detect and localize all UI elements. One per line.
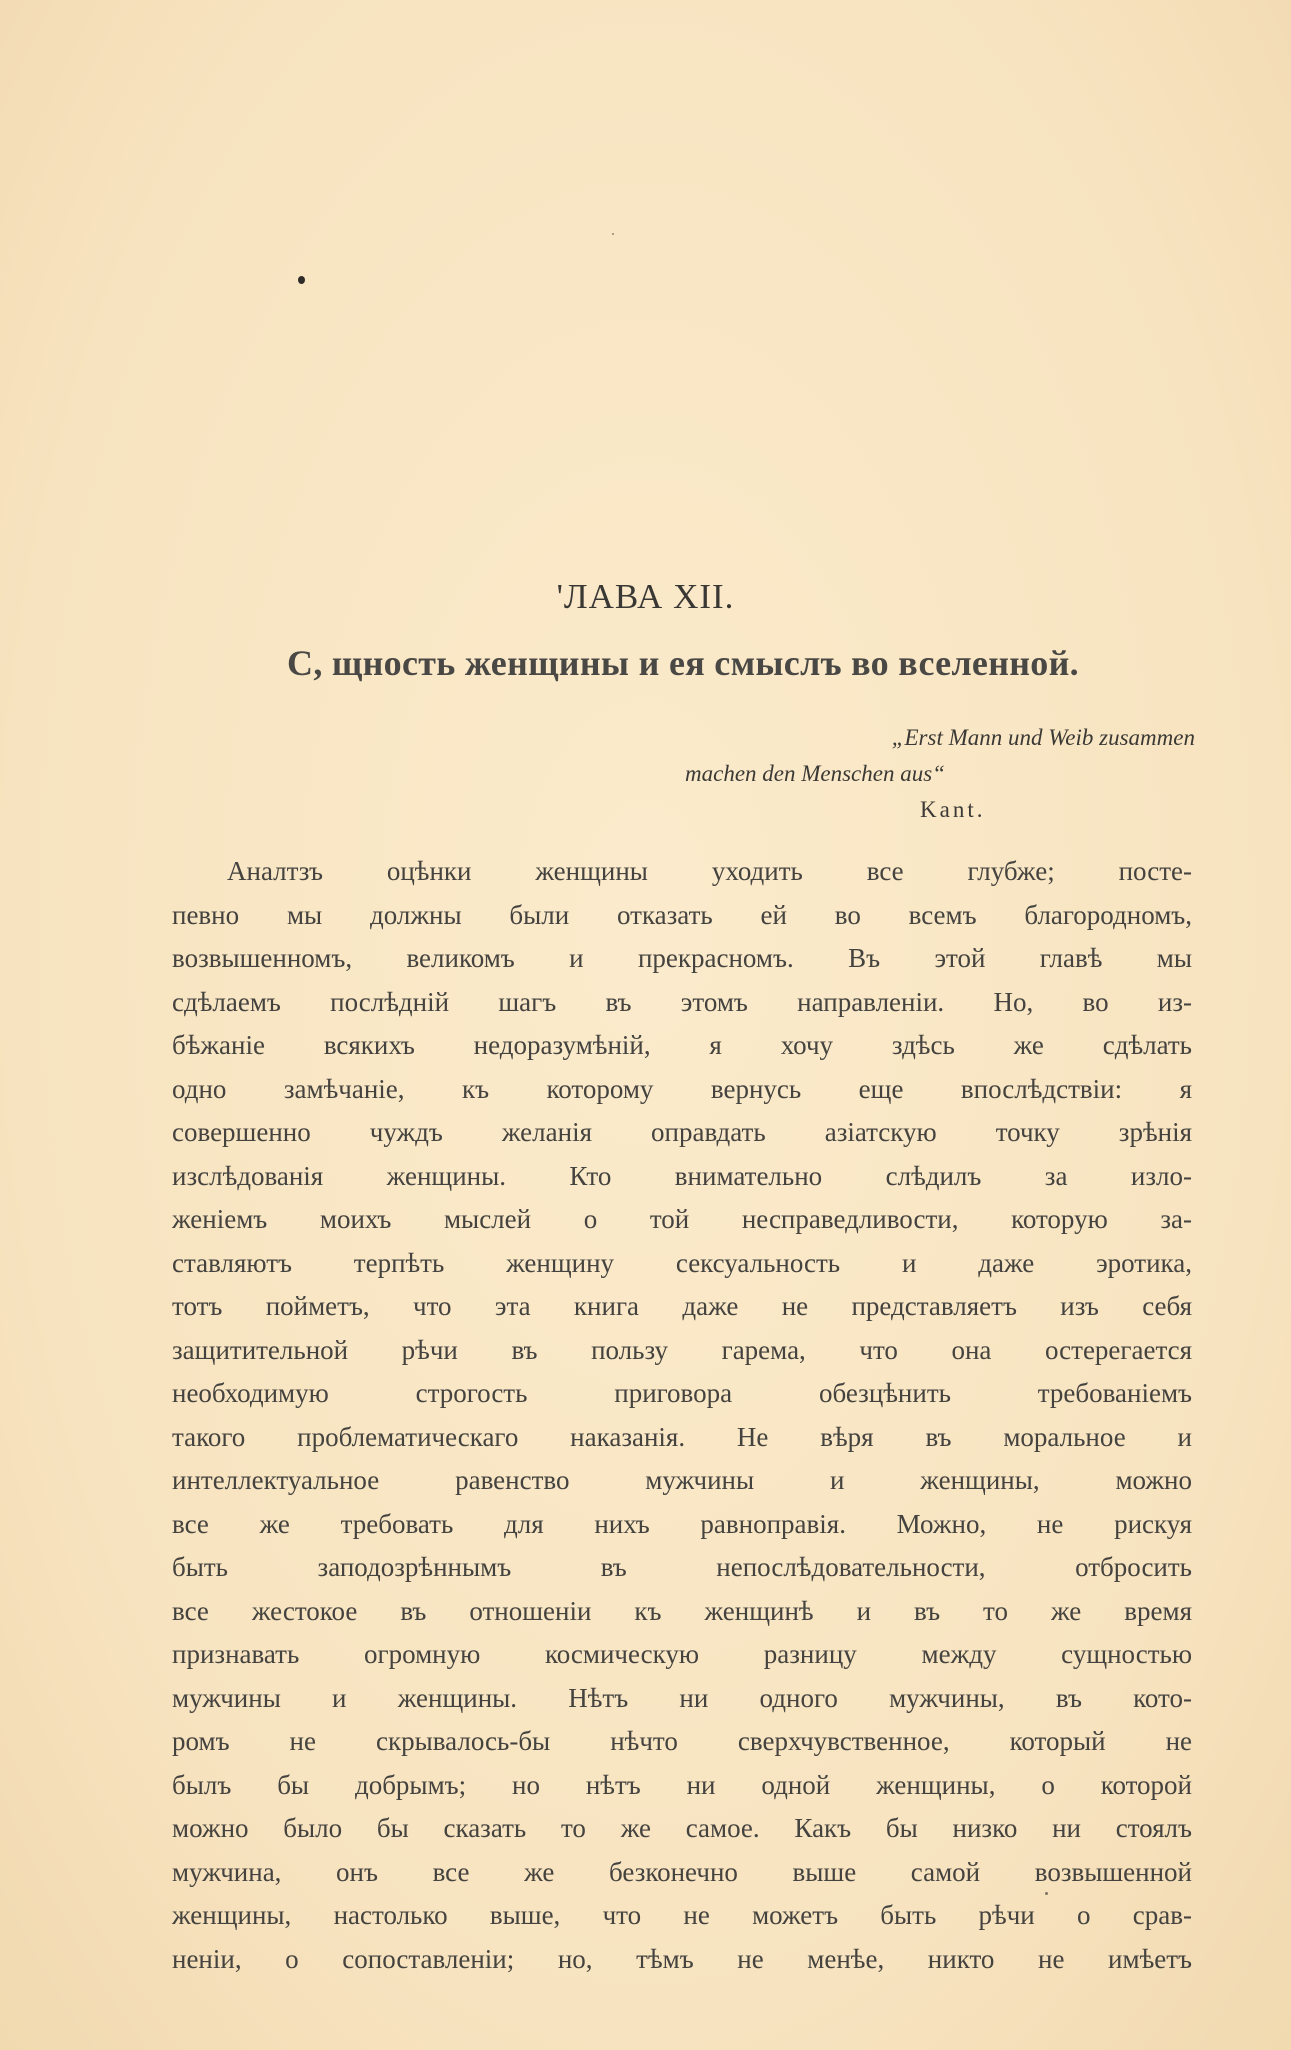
ink-speck <box>612 233 614 235</box>
text-line: былъ бы добрымъ; но нѣтъ ни одной женщины, о которой <box>172 1769 1192 1800</box>
text-line: можно было бы сказать то же самое. Какъ бы низко ни стоялъ <box>172 1813 1192 1843</box>
text-line: ставляютъ терпѣть женщину сексуальность и даже эротика, <box>172 1247 1192 1278</box>
body-paragraph <box>172 850 1192 1981</box>
epigraph-line: machen den Menschen aus“ <box>685 761 945 786</box>
text-line: быть заподозрѣннымъ въ непослѣдовательности, отбросить <box>172 1552 1192 1582</box>
chapter-heading: 'ЛАВА XII. <box>556 577 735 616</box>
text-line: мужчина, онъ все же безконечно выше самой возвышенной <box>172 1856 1192 1887</box>
epigraph-author: Kant. <box>920 797 986 822</box>
text-line: защитительной рѣчи въ пользу гарема, что она остерегается <box>172 1334 1192 1365</box>
text-line: женщины, настолько выше, что не можетъ быть рѣчи о срав- <box>172 1900 1192 1930</box>
text-line: сдѣлаемъ послѣдній шагъ въ этомъ направленіи. Но, во из- <box>172 986 1192 1017</box>
text-line: женіемъ моихъ мыслей о той несправедливости, которую за- <box>172 1204 1192 1234</box>
text-line: мужчины и женщины. Нѣтъ ни одного мужчины, въ кото- <box>172 1682 1192 1713</box>
text-line: интеллектуальное равенство мужчины и женщины, можно <box>172 1465 1192 1495</box>
text-line: неніи, о сопоставленіи; но, тѣмъ не менѣе, никто не имѣетъ <box>172 1943 1192 1974</box>
epigraph <box>640 720 1195 828</box>
text-line: бѣжаніе всякихъ недоразумѣній, я хочу здѣсь же сдѣлать <box>172 1030 1192 1060</box>
text-line: возвышенномъ, великомъ и прекрасномъ. Въ этой главѣ мы <box>172 943 1192 973</box>
text-line: необходимую строгость приговора обезцѣнить требованіемъ <box>172 1378 1192 1408</box>
text-line: тотъ пойметъ, что эта книга даже не представляетъ изъ себя <box>172 1291 1192 1321</box>
epigraph-line: „Erst Mann und Weib zusammen <box>891 725 1195 750</box>
text-line: одно замѣчаніе, къ которому вернусь еще впослѣдствіи: я <box>172 1073 1192 1104</box>
text-line: Аналтзъ оцѣнки женщины уходить все глубже; посте- <box>227 856 1192 886</box>
text-line: певно мы должны были отказать ей во всемъ благородномъ, <box>172 899 1192 930</box>
text-line: все же требовать для нихъ равноправія. Можно, не рискуя <box>172 1508 1192 1539</box>
text-line: совершенно чуждъ желанія оправдать азіатскую точку зрѣнія <box>172 1117 1192 1147</box>
text-line: все жестокое въ отношеніи къ женщинѣ и въ то же время <box>172 1595 1192 1626</box>
text-line: ромъ не скрывалось-бы нѣчто сверхчувственное, который не <box>172 1726 1192 1756</box>
text-line: признавать огромную космическую разницу между сущностью <box>172 1639 1192 1669</box>
text-line: изслѣдованія женщины. Кто внимательно слѣдилъ за изло- <box>172 1160 1192 1191</box>
ink-speck <box>298 276 305 284</box>
chapter-title: С, щность женщины и ея смыслъ во вселенной. <box>287 643 1079 683</box>
text-line: такого проблематическаго наказанія. Не вѣря въ моральное и <box>172 1421 1192 1452</box>
